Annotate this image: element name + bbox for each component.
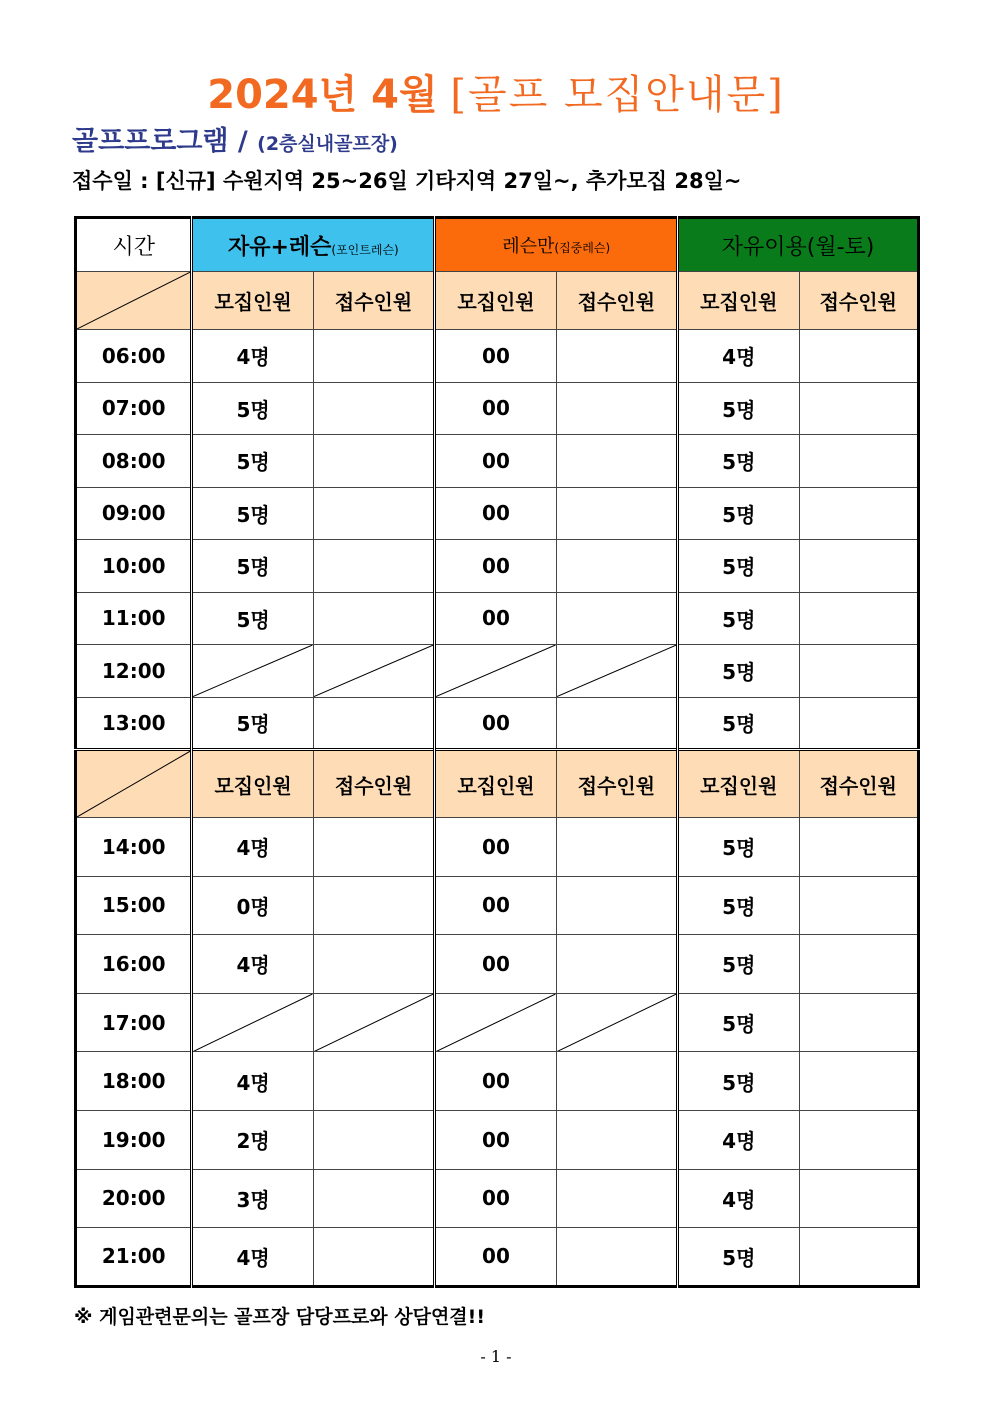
time-cell: 08:00 (76, 435, 192, 488)
table-row (76, 382, 919, 435)
schedule-table (74, 216, 920, 1288)
free-lesson-received (313, 1052, 434, 1111)
free-use-received (799, 540, 918, 593)
lesson-only-received (556, 1052, 677, 1111)
table-row (76, 330, 919, 383)
time-cell: 09:00 (76, 487, 192, 540)
free-use-recruit: 4명 (678, 330, 799, 383)
time-cell: 06:00 (76, 330, 192, 383)
lesson-only-received (556, 382, 677, 435)
free-lesson-recruit: 5명 (192, 540, 313, 593)
free-use-recruit: 5명 (678, 993, 799, 1052)
free-lesson-recruit: 5명 (192, 592, 313, 645)
table-row (76, 1110, 919, 1169)
time-cell: 12:00 (76, 645, 192, 698)
lesson-only-recruit: 00 (435, 487, 556, 540)
lesson-only-recruit: 00 (435, 382, 556, 435)
diagonal-line (193, 994, 312, 1052)
lesson-only-received (556, 876, 677, 935)
free-lesson-recruit: 2명 (192, 1110, 313, 1169)
free-lesson-recruit: 4명 (192, 1228, 313, 1287)
recruit-header: 모집인원 (435, 750, 556, 818)
table-row (76, 1228, 919, 1287)
free-lesson-received (313, 435, 434, 488)
free-use-received (799, 876, 918, 935)
diagonal-line (193, 645, 312, 697)
lesson-only-recruit: 00 (435, 1228, 556, 1287)
closed-cell (435, 645, 556, 698)
free-lesson-recruit: 4명 (192, 1052, 313, 1111)
received-header: 접수인원 (313, 272, 434, 330)
diagonal-line (557, 994, 676, 1052)
header-lesson-only-main: 레슨만 (502, 236, 555, 257)
free-lesson-recruit: 5명 (192, 697, 313, 750)
free-use-recruit: 5명 (678, 876, 799, 935)
free-use-received (799, 1228, 918, 1287)
free-use-received (799, 1052, 918, 1111)
lesson-only-received (556, 1228, 677, 1287)
header-free-use: 자유이용(월-토) (678, 218, 919, 272)
subtitle-location: (2층실내골프장) (257, 133, 398, 155)
free-use-received (799, 1169, 918, 1228)
lesson-only-recruit: 00 (435, 1169, 556, 1228)
free-use-recruit: 5명 (678, 1052, 799, 1111)
free-use-received (799, 645, 918, 698)
free-use-received (799, 592, 918, 645)
free-use-received (799, 330, 918, 383)
table-row (76, 645, 919, 698)
diagonal-line (436, 645, 555, 697)
table-row (76, 818, 919, 877)
free-lesson-received (313, 935, 434, 994)
closed-cell (313, 645, 434, 698)
free-use-received (799, 1110, 918, 1169)
lesson-only-recruit: 00 (435, 818, 556, 877)
time-cell: 20:00 (76, 1169, 192, 1228)
lesson-only-received (556, 435, 677, 488)
diagonal-line (77, 272, 190, 329)
program-header-row (76, 218, 919, 272)
free-use-recruit: 5명 (678, 435, 799, 488)
recruit-header: 모집인원 (192, 272, 313, 330)
free-lesson-received (313, 697, 434, 750)
free-use-recruit: 5명 (678, 697, 799, 750)
free-lesson-recruit: 5명 (192, 382, 313, 435)
sub-header-row (76, 750, 919, 818)
free-lesson-received (313, 382, 434, 435)
free-use-recruit: 4명 (678, 1169, 799, 1228)
free-use-recruit: 5명 (678, 645, 799, 698)
free-lesson-received (313, 487, 434, 540)
received-header: 접수인원 (556, 750, 677, 818)
diagonal-line (557, 645, 676, 697)
corner-slash-cell (76, 750, 192, 818)
free-use-received (799, 818, 918, 877)
time-cell: 07:00 (76, 382, 192, 435)
received-header: 접수인원 (313, 750, 434, 818)
table-row (76, 592, 919, 645)
free-lesson-received (313, 1110, 434, 1169)
table-row (76, 1169, 919, 1228)
time-cell: 16:00 (76, 935, 192, 994)
recruit-header: 모집인원 (192, 750, 313, 818)
lesson-only-recruit: 00 (435, 1110, 556, 1169)
time-cell: 17:00 (76, 993, 192, 1052)
free-use-received (799, 487, 918, 540)
lesson-only-recruit: 00 (435, 330, 556, 383)
time-cell: 14:00 (76, 818, 192, 877)
lesson-only-recruit: 00 (435, 592, 556, 645)
free-use-recruit: 4명 (678, 1110, 799, 1169)
time-cell: 21:00 (76, 1228, 192, 1287)
free-lesson-received (313, 1169, 434, 1228)
received-header: 접수인원 (799, 272, 918, 330)
lesson-only-received (556, 818, 677, 877)
sub-header-row (76, 272, 919, 330)
table-row (76, 540, 919, 593)
free-lesson-received (313, 330, 434, 383)
free-use-received (799, 993, 918, 1052)
time-cell: 10:00 (76, 540, 192, 593)
diagonal-line (436, 994, 555, 1052)
lesson-only-received (556, 935, 677, 994)
time-cell: 18:00 (76, 1052, 192, 1111)
header-time: 시간 (76, 218, 192, 272)
recruit-header: 모집인원 (435, 272, 556, 330)
lesson-only-received (556, 540, 677, 593)
corner-slash-cell (76, 272, 192, 330)
free-use-recruit: 5명 (678, 818, 799, 877)
received-header: 접수인원 (556, 272, 677, 330)
lesson-only-recruit: 00 (435, 876, 556, 935)
free-lesson-recruit: 4명 (192, 935, 313, 994)
lesson-only-received (556, 330, 677, 383)
free-lesson-recruit: 3명 (192, 1169, 313, 1228)
free-lesson-received (313, 592, 434, 645)
free-lesson-received (313, 540, 434, 593)
free-use-recruit: 5명 (678, 592, 799, 645)
document-title (0, 68, 992, 122)
free-lesson-recruit: 0명 (192, 876, 313, 935)
title-text: [골프 모집안내문] (450, 72, 785, 118)
closed-cell (435, 993, 556, 1052)
free-use-received (799, 382, 918, 435)
registration-notice: 접수일 : [신규] 수원지역 25~26일 기타지역 27일~, 추가모집 28일~ (72, 169, 742, 193)
table-row (76, 1052, 919, 1111)
table-row (76, 993, 919, 1052)
free-lesson-received (313, 818, 434, 877)
table-row (76, 935, 919, 994)
closed-cell (192, 993, 313, 1052)
table-row (76, 435, 919, 488)
closed-cell (556, 645, 677, 698)
table-row (76, 876, 919, 935)
lesson-only-recruit: 00 (435, 435, 556, 488)
free-lesson-recruit: 4명 (192, 330, 313, 383)
page-number: - 1 - (480, 1347, 512, 1366)
lesson-only-recruit: 00 (435, 697, 556, 750)
lesson-only-received (556, 1169, 677, 1228)
lesson-only-received (556, 1110, 677, 1169)
subtitle-main: 골프프로그램 / (72, 126, 258, 157)
diagonal-line (77, 751, 190, 817)
free-use-received (799, 697, 918, 750)
header-lesson-only (435, 218, 678, 272)
free-use-recruit: 5명 (678, 1228, 799, 1287)
lesson-only-received (556, 697, 677, 750)
time-cell: 19:00 (76, 1110, 192, 1169)
header-free-lesson (192, 218, 435, 272)
closed-cell (192, 645, 313, 698)
time-cell: 11:00 (76, 592, 192, 645)
recruit-header: 모집인원 (678, 272, 799, 330)
program-subtitle (72, 124, 398, 162)
lesson-only-received (556, 592, 677, 645)
header-free-lesson-main: 자유+레슨 (227, 234, 332, 260)
closed-cell (556, 993, 677, 1052)
lesson-only-recruit: 00 (435, 1052, 556, 1111)
lesson-only-recruit: 00 (435, 540, 556, 593)
lesson-only-received (556, 487, 677, 540)
table-row (76, 697, 919, 750)
closed-cell (313, 993, 434, 1052)
diagonal-line (314, 994, 433, 1052)
footer-note: ※ 게임관련문의는 골프장 담당프로와 상담연결!! (74, 1306, 485, 1328)
diagonal-line (314, 645, 433, 697)
free-use-recruit: 5명 (678, 487, 799, 540)
header-free-lesson-sub: (포인트레슨) (331, 242, 399, 257)
free-lesson-recruit: 5명 (192, 487, 313, 540)
table-row (76, 487, 919, 540)
recruit-header: 모집인원 (678, 750, 799, 818)
free-lesson-recruit: 5명 (192, 435, 313, 488)
free-use-recruit: 5명 (678, 540, 799, 593)
free-use-recruit: 5명 (678, 382, 799, 435)
free-lesson-recruit: 4명 (192, 818, 313, 877)
free-use-received (799, 435, 918, 488)
time-cell: 15:00 (76, 876, 192, 935)
free-lesson-received (313, 876, 434, 935)
free-use-recruit: 5명 (678, 935, 799, 994)
time-cell: 13:00 (76, 697, 192, 750)
header-lesson-only-sub: (집중레슨) (554, 241, 611, 255)
lesson-only-recruit: 00 (435, 935, 556, 994)
free-use-received (799, 935, 918, 994)
free-lesson-received (313, 1228, 434, 1287)
title-date: 2024년 4월 (207, 72, 438, 118)
received-header: 접수인원 (799, 750, 918, 818)
